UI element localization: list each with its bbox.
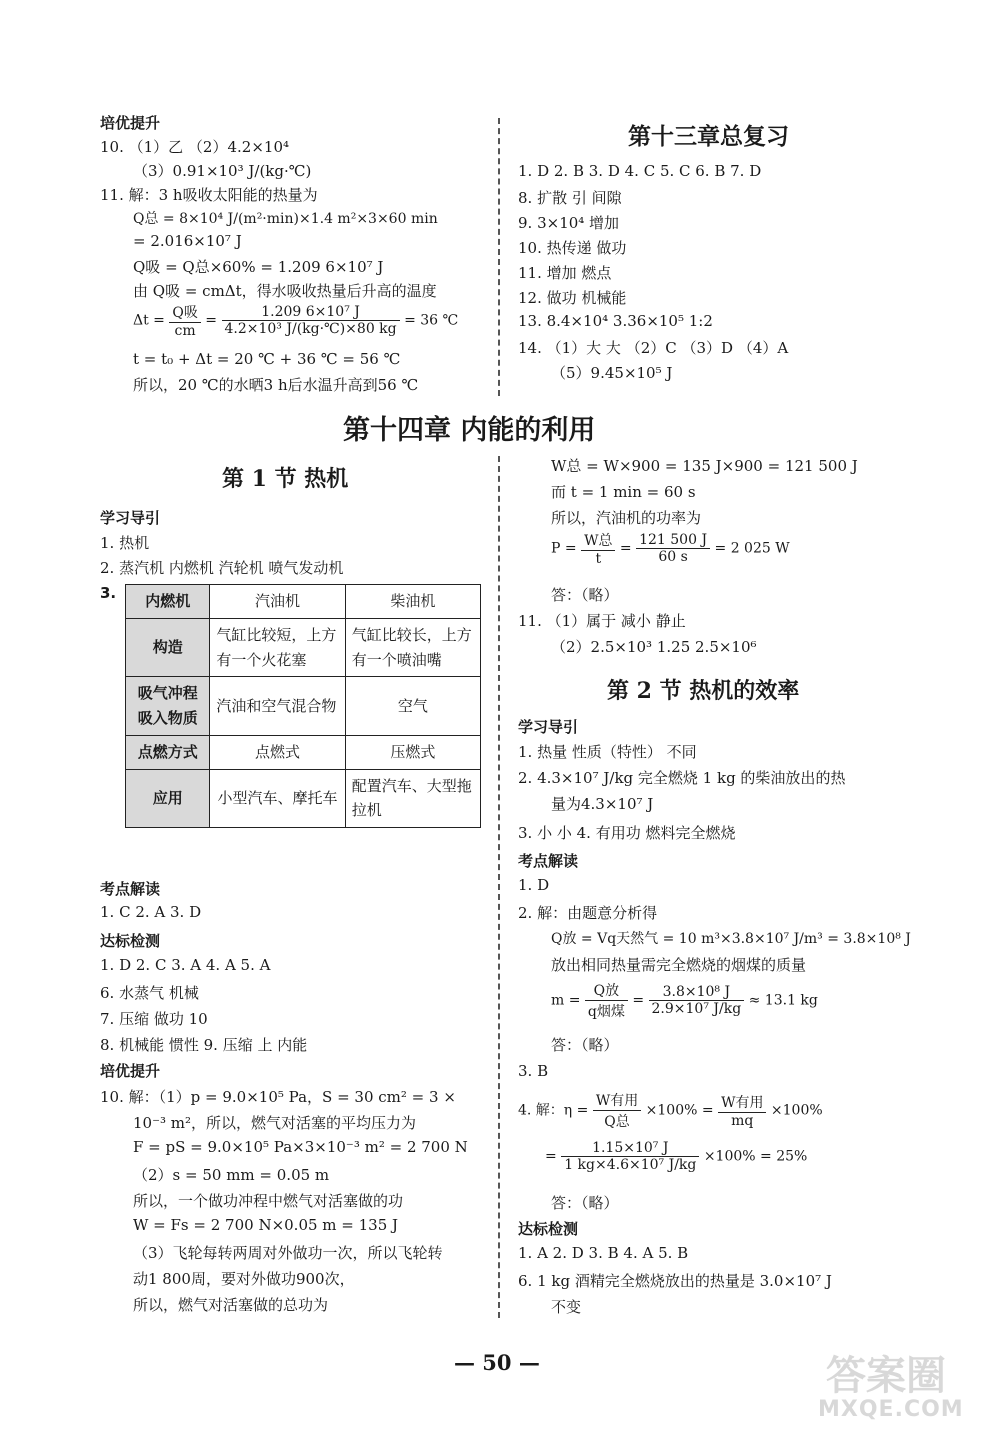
section2-dabiao-heading: 达标检测 (518, 1220, 579, 1238)
section2-kaodian-heading: 考点解读 (518, 852, 579, 870)
left-top-line-6: Q吸 = Q总×60% = 1.209 6×10⁷ J (133, 258, 384, 276)
section1-kaodian-heading: 考点解读 (100, 880, 161, 898)
fraction-numerator: 1.209 6×10⁷ J (222, 304, 400, 321)
section2-kaodian-line-4: 放出相同热量需完全燃烧的烟煤的质量 (551, 956, 807, 974)
column-divider-bottom (498, 456, 500, 1318)
fraction (649, 984, 745, 1017)
section2-guide-line-3: 量为4.3×10⁷ J (551, 795, 654, 813)
section1-peiyou-line-1: 10. 解：（1）p = 9.0×10⁵ Pa，S = 30 cm² = 3 × (100, 1088, 456, 1106)
table-row-label: 点燃方式 (126, 735, 210, 769)
left-top-heading: 培优提升 (100, 114, 161, 132)
right-top-line-3: 9. 3×10⁴ 增加 (518, 214, 620, 232)
column-divider-top (498, 118, 500, 396)
left-top-line-3: 11. 解：3 h吸收太阳能的热量为 (100, 186, 318, 204)
eq-lhs: P = (551, 540, 582, 557)
table-cell: 小型汽车、摩托车 (210, 769, 345, 828)
section2-guide-heading: 学习导引 (518, 718, 579, 736)
eq-sign: = (627, 992, 649, 1009)
fraction-denominator: 2.9×10⁷ J/kg (651, 1001, 742, 1017)
table-row-label: 吸气冲程吸入物质 (126, 677, 210, 736)
section2-kaodian-line-1: 1. D (518, 876, 550, 894)
section1-peiyou-line-9: 所以，燃气对活塞做的总功为 (133, 1296, 329, 1314)
table-cell: 压燃式 (345, 735, 480, 769)
table-row (126, 769, 481, 828)
section2-dabiao-line-3: 不变 (551, 1298, 582, 1316)
fraction-denominator: 1 kg×4.6×10⁷ J/kg (564, 1157, 697, 1173)
eq-lhs: Δt = (133, 312, 170, 329)
section1-peiyou-line-5: 所以，一个做功冲程中燃气对活塞做的功 (133, 1192, 404, 1210)
table-header-cell: 内燃机 (126, 585, 210, 619)
delta-t-equation (133, 302, 458, 339)
section2-dabiao-line-2: 6. 1 kg 酒精完全燃烧放出的热量是 3.0×10⁷ J (518, 1272, 832, 1290)
right-mid-line-5: 11. （1）属于 减小 静止 (518, 612, 686, 630)
section1-peiyou-line-4: （2）s = 50 mm = 0.05 m (133, 1166, 330, 1184)
section2-answer-2: 答：（略） (551, 1194, 619, 1212)
section2-title: 第 2 节 热机的效率 (607, 678, 800, 704)
table-header-cell: 柴油机 (345, 585, 480, 619)
table-question-number: 3. (100, 584, 117, 602)
table-cell: 气缸比较长，上方有一个喷油嘴 (345, 618, 480, 677)
fraction-denominator: cm (174, 323, 196, 339)
right-top-line-2: 8. 扩散 引 间隙 (518, 189, 622, 207)
eq-lhs: m = (551, 992, 585, 1009)
section1-dabiao-heading: 达标检测 (100, 932, 161, 950)
table-header-cell: 汽油机 (210, 585, 345, 619)
section1-peiyou-heading: 培优提升 (100, 1062, 161, 1080)
engine-comparison-table (125, 584, 481, 828)
fraction-denominator: Q总 (604, 1114, 630, 1130)
fraction-numerator: Q放 (585, 980, 628, 1001)
section1-guide-line-2: 2. 蒸汽机 内燃机 汽轮机 喷气发动机 (100, 559, 344, 577)
left-top-line-7: 由 Q吸 = cmΔt，得水吸收热量后升高的温度 (133, 282, 437, 300)
eq-sign: = (200, 312, 222, 329)
section2-dabiao-line-1: 1. A 2. D 3. B 4. A 5. B (518, 1244, 689, 1262)
eq-sign: ×100% = (641, 1102, 719, 1119)
section2-answer-1: 答：（略） (551, 1036, 619, 1054)
eq-lhs: = (545, 1148, 562, 1165)
eq-result: ≈ 13.1 kg (744, 992, 818, 1009)
right-mid-line-2: 而 t = 1 min = 60 s (551, 483, 696, 501)
section2-kaodian-line-2: 2. 解：由题意分析得 (518, 904, 658, 922)
watermark-logo: 答案圈 (826, 1353, 946, 1399)
chapter14-title: 第十四章 内能的利用 (343, 415, 596, 446)
section1-title: 第 1 节 热机 (222, 466, 349, 492)
table-row (126, 618, 481, 677)
section1-peiyou-line-8: 动1 800周，要对外做功900次， (133, 1270, 355, 1288)
table-row (126, 677, 481, 736)
right-top-line-9: （5）9.45×10⁵ J (551, 364, 673, 382)
right-top-line-8: 14. （1）大 大 （2）C （3）D （4）A (518, 339, 789, 357)
fraction-denominator: mq (731, 1113, 754, 1129)
fraction (593, 1090, 641, 1131)
section1-peiyou-line-6: W = Fs = 2 700 N×0.05 m = 135 J (133, 1216, 399, 1234)
section1-dabiao-line-1: 1. D 2. C 3. A 4. A 5. A (100, 956, 271, 974)
efficiency-equation (518, 1090, 823, 1131)
fraction-numerator: W有用 (718, 1092, 766, 1113)
left-top-line-2: （3）0.91×10³ J/(kg·℃) (133, 162, 312, 180)
right-mid-line-1: W总 = W×900 = 135 J×900 = 121 500 J (551, 457, 858, 475)
fraction-numerator: Q吸 (169, 302, 200, 323)
right-top-line-7: 13. 8.4×10⁴ 3.36×10⁵ 1:2 (518, 312, 713, 330)
fraction-numerator: 1.15×10⁷ J (561, 1140, 699, 1157)
left-top-line-5: = 2.016×10⁷ J (133, 232, 242, 250)
table-cell: 气缸比较短，上方有一个火花塞 (210, 618, 345, 677)
left-top-line-9: 所以，20 ℃的水晒3 h后水温升高到56 ℃ (133, 376, 419, 394)
table-cell: 点燃式 (210, 735, 345, 769)
fraction-numerator: 3.8×10⁸ J (649, 984, 745, 1001)
right-top-line-5: 11. 增加 燃点 (518, 264, 612, 282)
right-mid-line-6: （2）2.5×10³ 1.25 2.5×10⁶ (551, 638, 757, 656)
table-header-row (126, 585, 481, 619)
left-top-line-1: 10. （1）乙 （2）4.2×10⁴ (100, 138, 290, 156)
section1-guide-line-1: 1. 热机 (100, 534, 150, 552)
eq-result: = 36 ℃ (399, 312, 459, 329)
section1-guide-heading: 学习导引 (100, 509, 161, 527)
table-cell: 配置汽车、大型拖拉机 (345, 769, 480, 828)
table-row-label: 应用 (126, 769, 210, 828)
table-row (126, 735, 481, 769)
fraction (585, 980, 628, 1021)
eq-result: ×100% = 25% (699, 1148, 808, 1165)
fraction-denominator: t (595, 551, 602, 567)
left-top-line-4: Q总 = 8×10⁴ J/(m²·min)×1.4 m²×3×60 min (133, 211, 438, 227)
right-top-line-4: 10. 热传递 做功 (518, 239, 627, 257)
section1-dabiao-line-4: 8. 机械能 惯性 9. 压缩 上 内能 (100, 1036, 308, 1054)
watermark-url: MXQE.COM (818, 1397, 964, 1422)
section1-kaodian-line-1: 1. C 2. A 3. D (100, 903, 202, 921)
table-cell: 空气 (345, 677, 480, 736)
eq-result: = 2 025 W (710, 540, 790, 557)
right-mid-line-3: 所以，汽油机的功率为 (551, 509, 702, 527)
section2-guide-line-4: 3. 小 小 4. 有用功 燃料完全燃烧 (518, 824, 736, 842)
fraction (169, 302, 200, 339)
fraction (581, 530, 615, 567)
section2-kaodian-line-3: Q放 = Vq天然气 = 10 m³×3.8×10⁷ J/m³ = 3.8×10⁸ J (551, 931, 911, 947)
chapter13-review-title: 第十三章总复习 (628, 123, 789, 150)
table-cell: 汽油和空气混合物 (210, 677, 345, 736)
section1-dabiao-line-3: 7. 压缩 做功 10 (100, 1010, 208, 1028)
efficiency-equation-2 (545, 1140, 807, 1173)
fraction (636, 532, 710, 565)
right-mid-line-4: 答：（略） (551, 586, 619, 604)
fraction-numerator: W总 (581, 530, 615, 551)
right-top-line-6: 12. 做功 机械能 (518, 289, 627, 307)
fraction (222, 304, 400, 337)
fraction-numerator: 121 500 J (636, 532, 710, 549)
fraction (718, 1092, 766, 1129)
fraction-denominator: 4.2×10³ J/(kg·℃)×80 kg (224, 321, 397, 337)
section1-peiyou-line-7: （3）飞轮每转两周对外做功一次，所以飞轮转 (133, 1244, 443, 1262)
fraction-denominator: 60 s (658, 549, 688, 565)
mass-equation (551, 980, 818, 1021)
power-equation (551, 530, 790, 567)
fraction-numerator: W有用 (593, 1090, 641, 1111)
section1-dabiao-line-2: 6. 水蒸气 机械 (100, 984, 199, 1002)
eq-sign: = (615, 540, 637, 557)
section1-peiyou-line-3: F = pS = 9.0×10⁵ Pa×3×10⁻³ m² = 2 700 N (133, 1138, 468, 1156)
eq-result: ×100% (766, 1102, 823, 1119)
section2-guide-line-1: 1. 热量 性质（特性） 不同 (518, 743, 697, 761)
right-top-line-1: 1. D 2. B 3. D 4. C 5. C 6. B 7. D (518, 162, 762, 180)
fraction (561, 1140, 699, 1173)
table-row-label: 构造 (126, 618, 210, 677)
page-number: — 50 — (454, 1350, 540, 1375)
eq-lhs: 4. 解：η = (518, 1102, 593, 1119)
left-top-line-8: t = t₀ + Δt = 20 ℃ + 36 ℃ = 56 ℃ (133, 350, 401, 368)
section2-guide-line-2: 2. 4.3×10⁷ J/kg 完全燃烧 1 kg 的柴油放出的热 (518, 769, 846, 787)
section1-peiyou-line-2: 10⁻³ m²，所以，燃气对活塞的平均压力为 (133, 1114, 417, 1132)
section2-question-3: 3. B (518, 1062, 549, 1080)
fraction-denominator: q烟煤 (587, 1004, 625, 1020)
